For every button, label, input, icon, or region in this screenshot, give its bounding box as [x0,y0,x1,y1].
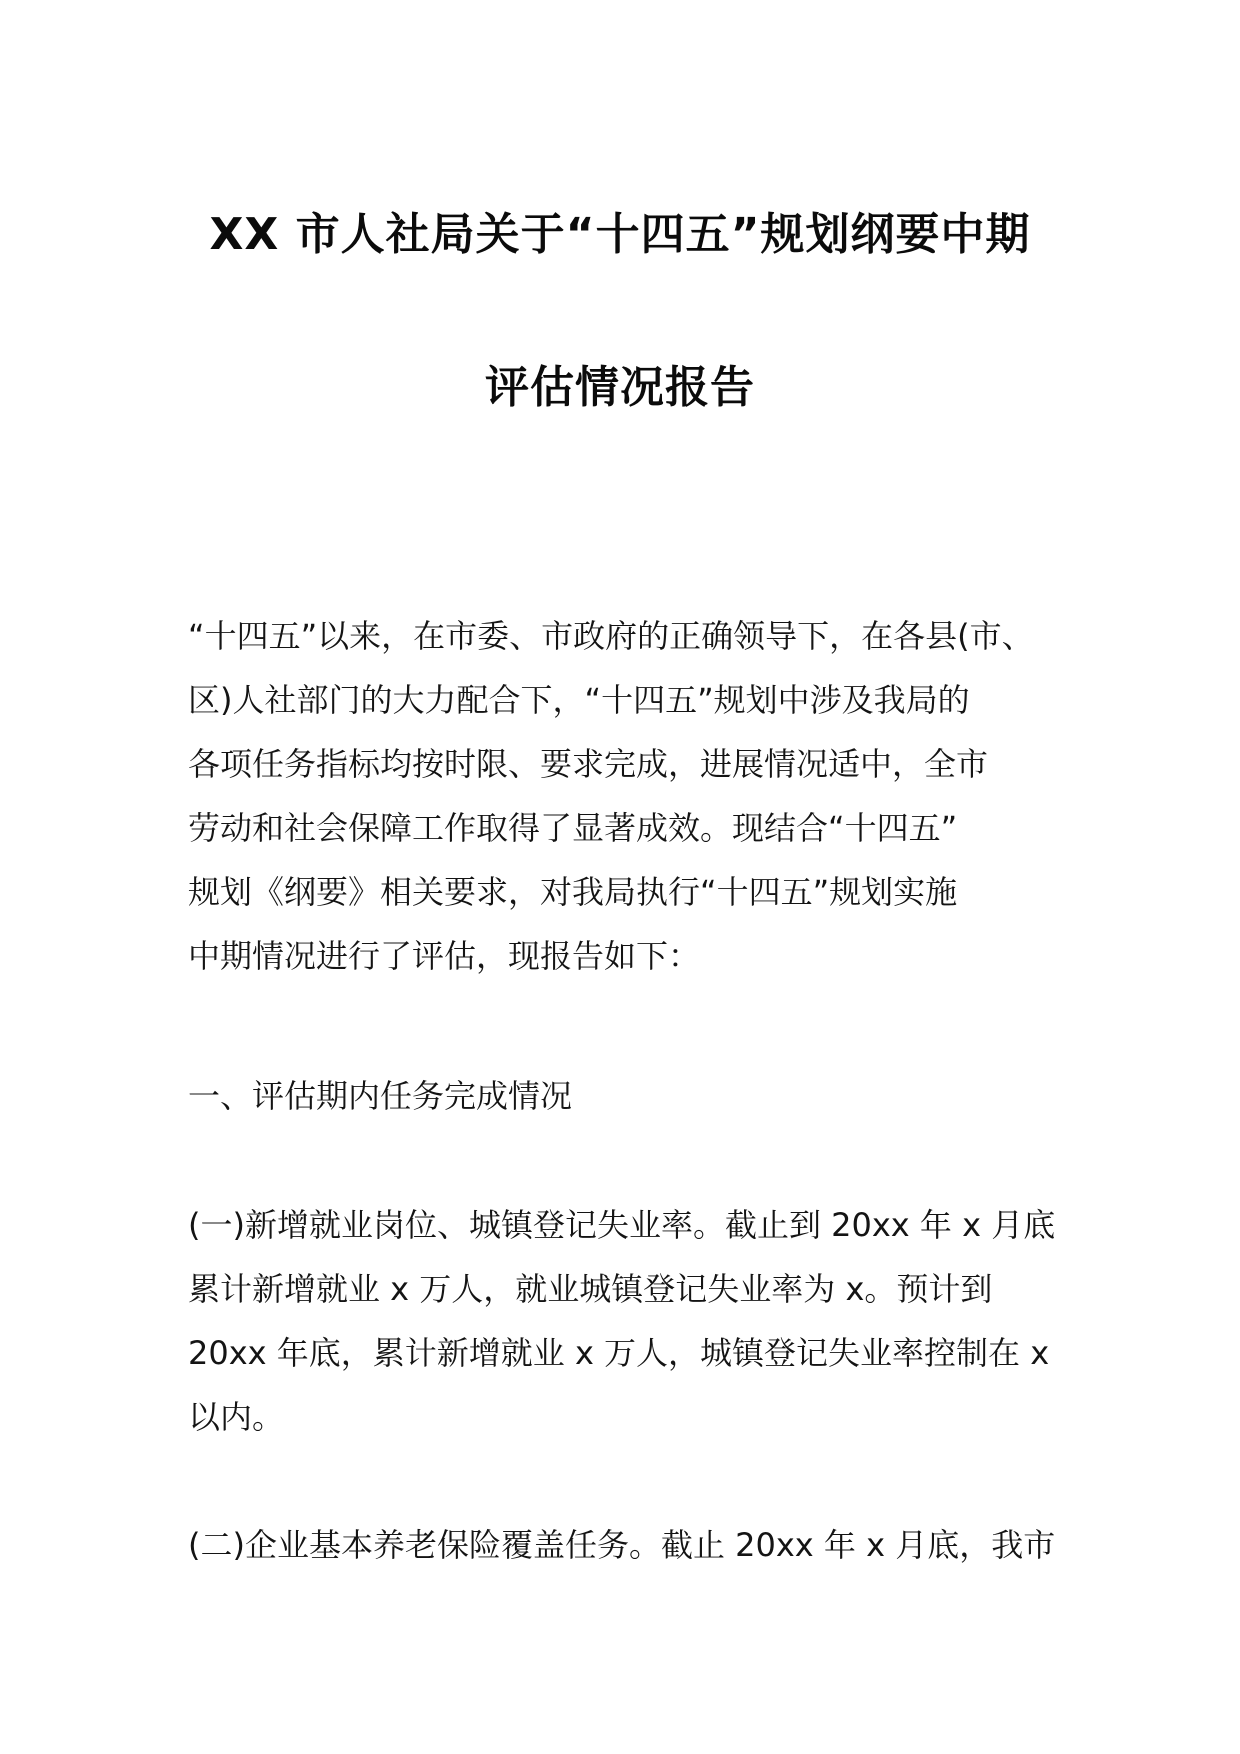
item-1-paragraph [188,1193,1068,1449]
intro-line: “十四五”以来，在市委、市政府的正确领导下，在各县(市、 [188,617,1034,655]
intro-line: 规划《纲要》相关要求，对我局执行“十四五”规划实施 [188,873,958,911]
intro-line: 各项任务指标均按时限、要求完成，进展情况适中，全市 [188,745,989,783]
item-1-line: 以内。 [188,1398,285,1436]
intro-paragraph [188,604,1068,988]
item-1-line: (一)新增就业岗位、城镇登记失业率。截止到 20xx 年 x 月底 [188,1206,1056,1244]
section-heading-text: 一、评估期内任务完成情况 [188,1077,573,1115]
section-heading [188,1064,1068,1128]
item-2-line: (二)企业基本养老保险覆盖任务。截止 20xx 年 x 月底，我市 [188,1526,1056,1564]
intro-line: 中期情况进行了评估，现报告如下： [188,937,701,975]
intro-line: 劳动和社会保障工作取得了显著成效。现结合“十四五” [188,809,958,847]
item-1-line: 累计新增就业 x 万人，就业城镇登记失业率为 x。预计到 [188,1270,993,1308]
document-title-line-2: 评估情况报告 [485,362,755,413]
item-2-paragraph [188,1513,1068,1577]
intro-line: 区)人社部门的大力配合下，“十四五”规划中涉及我局的 [188,681,970,719]
document-title-line-1: XX 市人社局关于“十四五”规划纲要中期 [209,209,1031,260]
item-1-line: 20xx 年底，累计新增就业 x 万人，城镇登记失业率控制在 x [188,1334,1050,1372]
